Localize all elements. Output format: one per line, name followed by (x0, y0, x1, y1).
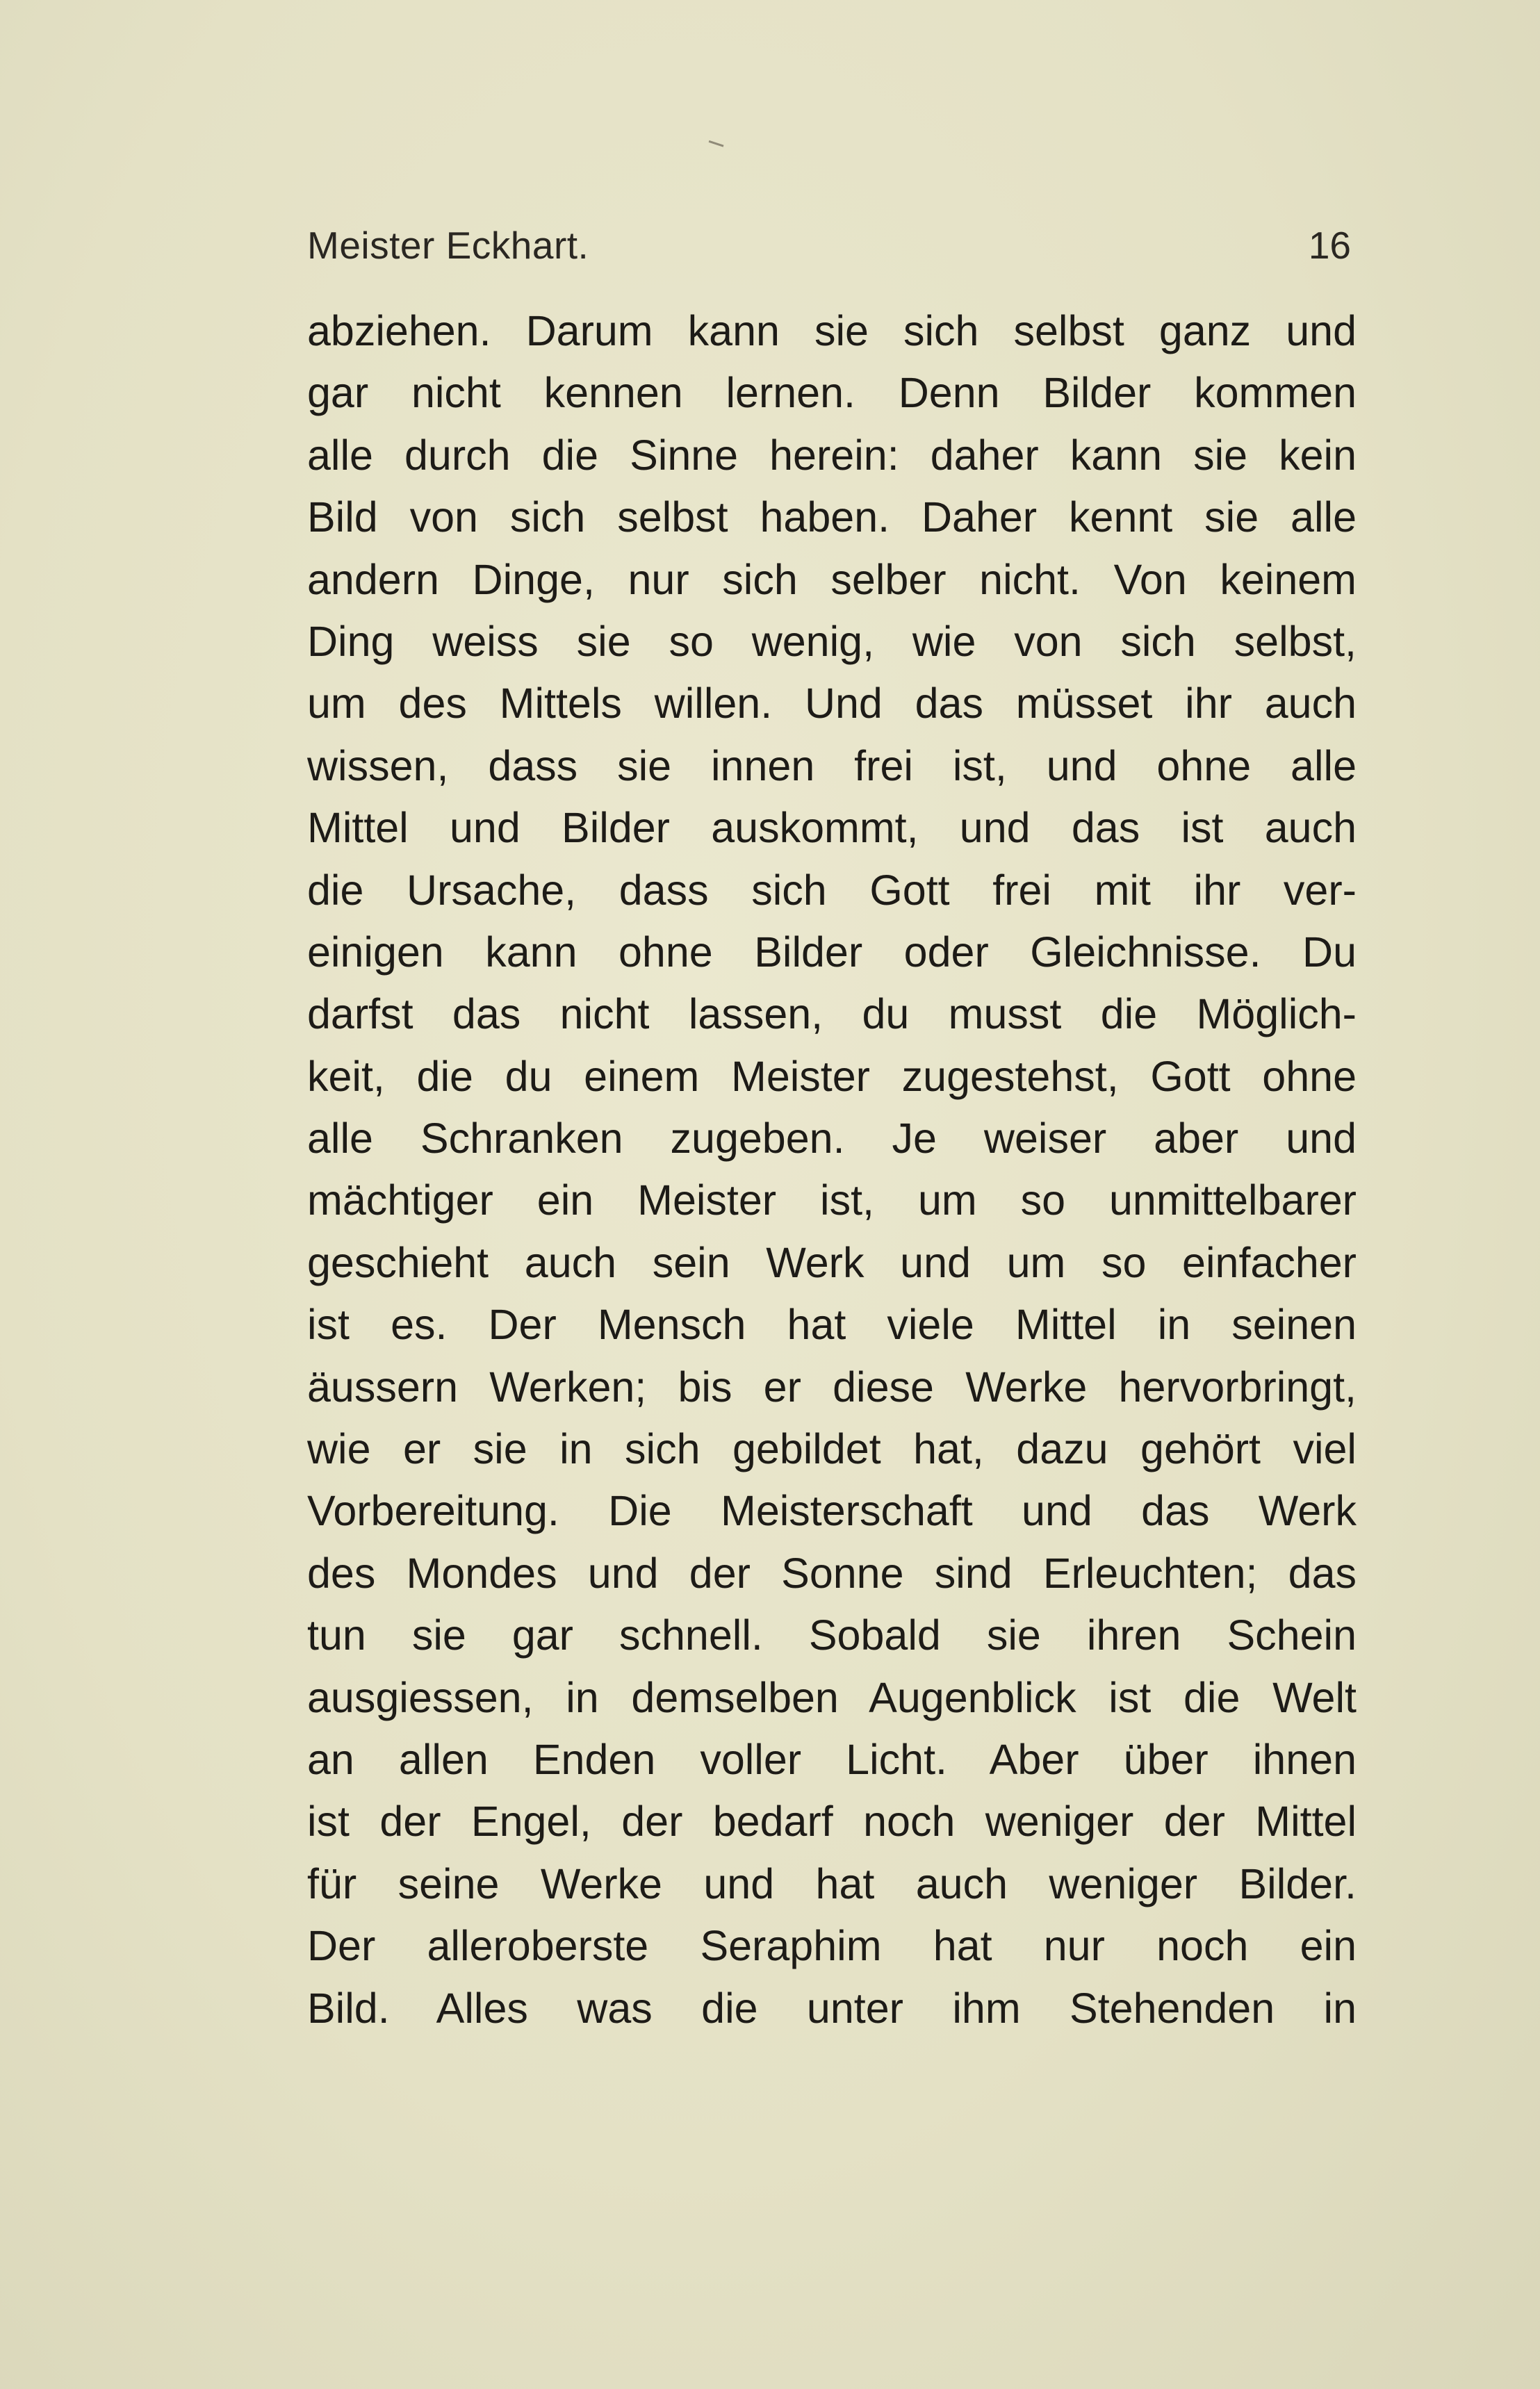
text-line: darfst das nicht lassen, du musst die Möglich- (307, 990, 1357, 1038)
text-line: wissen, dass sie innen frei ist, und ohne alle (307, 741, 1357, 789)
text-line: keit, die du einem Meister zugestehst, Gott ohne (307, 1052, 1357, 1100)
text-line: Bild. Alles was die unter ihm Stehenden in (307, 1984, 1357, 2032)
printer-mark (707, 140, 724, 154)
running-title: Meister Eckhart. (307, 224, 589, 267)
page-number: 16 (1308, 224, 1351, 267)
text-line: Ding weiss sie so wenig, wie von sich selbst, (307, 617, 1357, 665)
text-line: ist es. Der Mensch hat viele Mittel in seinen (307, 1301, 1357, 1349)
text-line: Der alleroberste Seraphim hat nur noch ein (307, 1922, 1357, 1970)
text-line: an allen Enden voller Licht. Aber über ihnen (307, 1735, 1357, 1783)
text-line: wie er sie in sich gebildet hat, dazu gehört viel (307, 1425, 1357, 1473)
text-line: einigen kann ohne Bilder oder Gleichnisse. Du (307, 928, 1357, 976)
text-line: Vorbereitung. Die Meisterschaft und das Werk (307, 1487, 1357, 1535)
text-line: Bild von sich selbst haben. Daher kennt sie alle (307, 493, 1357, 541)
text-line: abziehen. Darum kann sie sich selbst ganz und (307, 307, 1357, 354)
text-line: alle Schranken zugeben. Je weiser aber und (307, 1115, 1357, 1163)
text-line: um des Mittels willen. Und das müsset ihr auch (307, 680, 1357, 728)
running-header (307, 221, 1363, 270)
text-line: ist der Engel, der bedarf noch weniger der Mittel (307, 1798, 1357, 1846)
text-line: geschieht auch sein Werk und um so einfacher (307, 1238, 1357, 1286)
text-line: mächtiger ein Meister ist, um so unmittelbarer (307, 1176, 1357, 1224)
text-line: die Ursache, dass sich Gott frei mit ihr ver- (307, 866, 1357, 914)
text-line: für seine Werke und hat auch weniger Bilder. (307, 1860, 1357, 1907)
text-line: alle durch die Sinne herein: daher kann sie kein (307, 431, 1357, 479)
text-line: tun sie gar schnell. Sobald sie ihren Schein (307, 1611, 1357, 1659)
text-line: andern Dinge, nur sich selber nicht. Von keinem (307, 555, 1357, 603)
text-line: Mittel und Bilder auskommt, und das ist auch (307, 804, 1357, 852)
text-line: äussern Werken; bis er diese Werke hervorbringt, (307, 1363, 1357, 1411)
body-text (307, 300, 1357, 2039)
text-line: ausgiessen, in demselben Augenblick ist die Welt (307, 1673, 1357, 1721)
text-line: des Mondes und der Sonne sind Erleuchten; das (307, 1549, 1357, 1597)
text-line: gar nicht kennen lernen. Denn Bilder kommen (307, 369, 1357, 417)
